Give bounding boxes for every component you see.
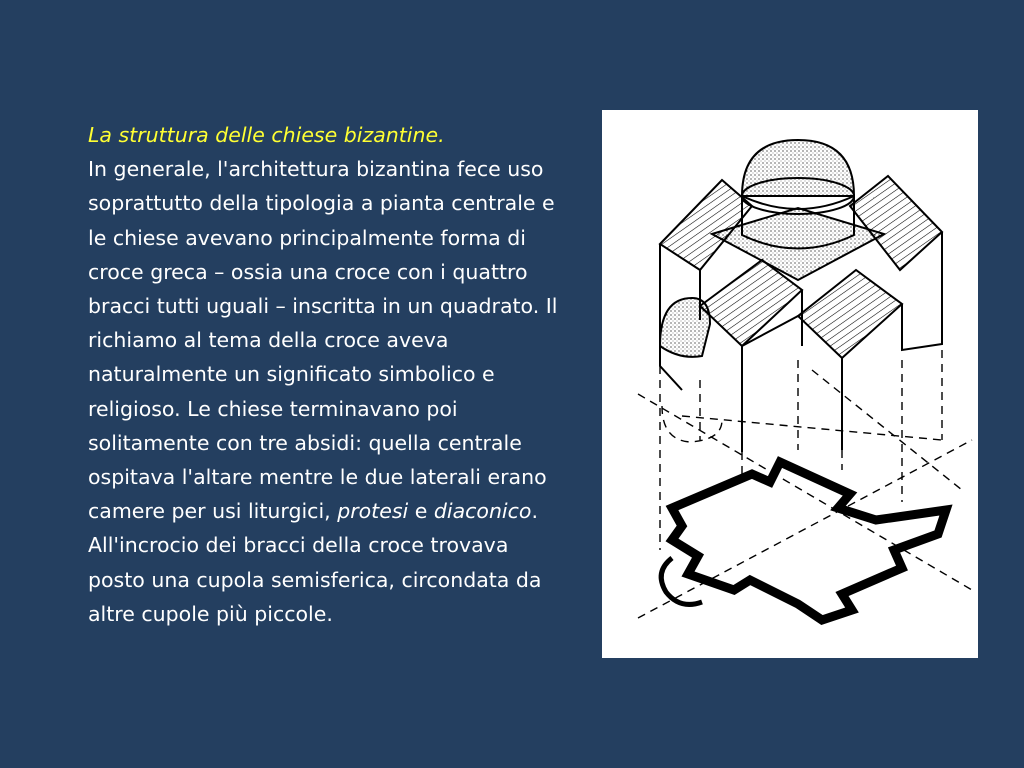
slide-body bbox=[88, 152, 570, 631]
floor-plan-cross bbox=[672, 462, 946, 620]
body-text-end: . All'incrocio dei bracci della croce trovava posto una cupola semisferica, circondata da altre cupole più piccole. bbox=[88, 499, 542, 626]
body-connector: e bbox=[408, 499, 434, 524]
side-apse bbox=[660, 298, 710, 357]
body-text-start: In generale, l'architettura bizantina fece uso soprattutto della tipologia a pianta centrale e le chiese avevano principalmente forma di croce greca – ossia una croce con i quattro bracci tutti uguali – inscritta in un quadrato. Il richiamo al tema della croce aveva naturalmente un significato simbolico e religioso. Le chiese terminavano poi solitamente con tre absidi: quella centrale ospitava l'altare mentre le due laterali erano camere per usi liturgici, bbox=[88, 157, 558, 524]
slide-title: La struttura delle chiese bizantine. bbox=[88, 123, 445, 147]
church-diagram-figure bbox=[602, 110, 978, 658]
term-protesi: protesi bbox=[337, 499, 409, 524]
term-diaconico: diaconico bbox=[433, 499, 532, 524]
text-block bbox=[88, 118, 570, 631]
greek-cross-church-axonometric-drawing-icon bbox=[602, 110, 978, 658]
